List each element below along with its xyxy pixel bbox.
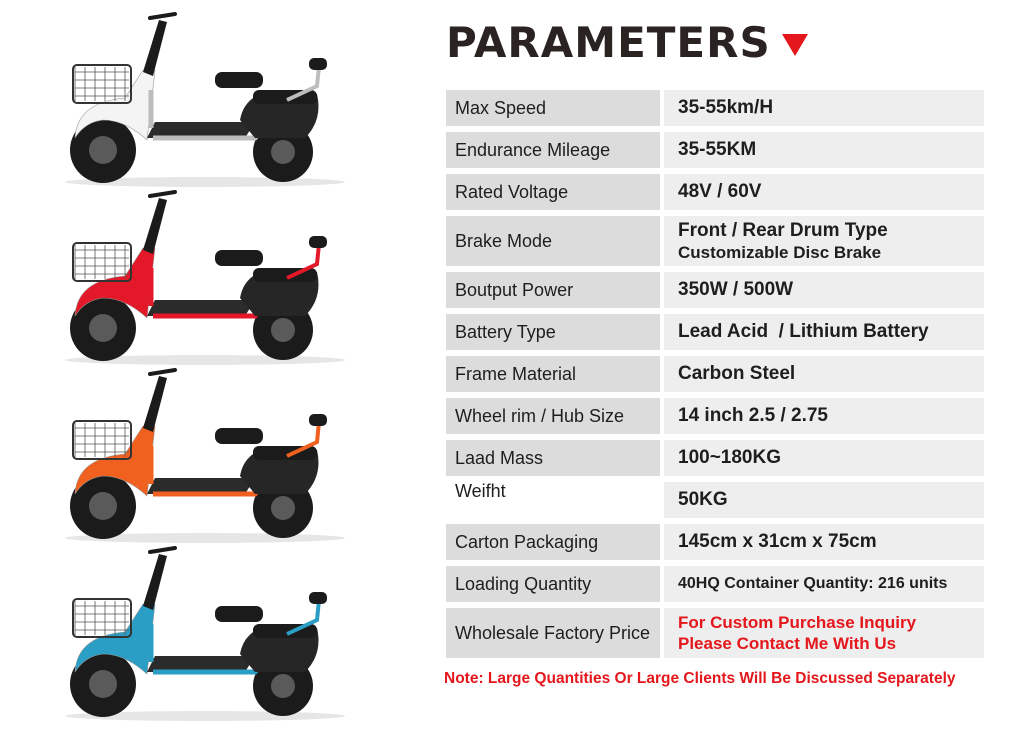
param-value (664, 314, 984, 350)
table-row (446, 272, 986, 308)
param-label: Max Speed (446, 90, 660, 126)
max-speed-value: 35-55km/H (678, 97, 774, 118)
param-label: Frame Material (446, 356, 660, 392)
table-row (446, 132, 986, 168)
frame-value: Carbon Steel (678, 363, 796, 384)
power-value: 350W / 500W (678, 279, 794, 300)
load-value: 100~180KG (678, 447, 781, 468)
param-value (664, 524, 984, 560)
brake-value: Front / Rear Drum Type (678, 219, 888, 241)
table-row (446, 566, 986, 602)
wheel-value: 14 inch 2.5 / 2.75 (678, 405, 828, 426)
param-value (664, 482, 984, 518)
param-value (664, 174, 984, 210)
blue-scooter-image (55, 544, 355, 724)
param-label: Endurance Mileage (446, 132, 660, 168)
table-row (446, 174, 986, 210)
param-value (664, 608, 984, 658)
white-scooter-image (55, 10, 355, 190)
param-value (664, 398, 984, 434)
param-value (664, 566, 984, 602)
table-row (446, 216, 986, 266)
param-label: Brake Mode (446, 216, 660, 266)
battery-value: Lead Acid / Lithium Battery (678, 321, 929, 342)
parameters-table (446, 90, 986, 664)
param-label: Loading Quantity (446, 566, 660, 602)
param-label: Carton Packaging (446, 524, 660, 560)
weight-label: Weifht (455, 481, 506, 501)
product-images (0, 0, 420, 734)
param-label: Wheel rim / Hub Size (446, 398, 660, 434)
table-row (446, 524, 986, 560)
param-label: Wholesale Factory Price (446, 608, 660, 658)
param-label: Boutput Power (446, 272, 660, 308)
param-value (664, 356, 984, 392)
param-value (664, 90, 984, 126)
param-value (664, 216, 984, 266)
price-value: For Custom Purchase Inquiry (678, 613, 917, 632)
page-title: PARAMETERS (446, 18, 771, 67)
param-label: Battery Type (446, 314, 660, 350)
voltage-value: 48V / 60V (678, 181, 762, 202)
brake-value-sub: Customizable Disc Brake (678, 242, 882, 262)
param-value (664, 272, 984, 308)
table-row (446, 90, 986, 126)
triangle-down-icon (782, 34, 808, 56)
param-label: Rated Voltage (446, 174, 660, 210)
weight-value: 50KG (678, 489, 728, 510)
endurance-value: 35-55KM (678, 139, 757, 160)
table-row (446, 482, 986, 518)
red-scooter-image (55, 188, 355, 368)
footnote: Note: Large Quantities Or Large Clients Will Be Discussed Separately (444, 670, 956, 687)
orange-scooter-image (55, 366, 355, 546)
table-row (446, 356, 986, 392)
price-value-sub: Please Contact Me With Us (678, 634, 897, 653)
table-row (446, 398, 986, 434)
param-label: Laad Mass (446, 440, 660, 476)
carton-value: 145cm x 31cm x 75cm (678, 531, 877, 552)
param-value (664, 440, 984, 476)
table-row (446, 314, 986, 350)
table-row (446, 440, 986, 476)
table-row (446, 608, 986, 658)
loading-value: 40HQ Container Quantity: 216 units (678, 575, 948, 592)
param-value (664, 132, 984, 168)
